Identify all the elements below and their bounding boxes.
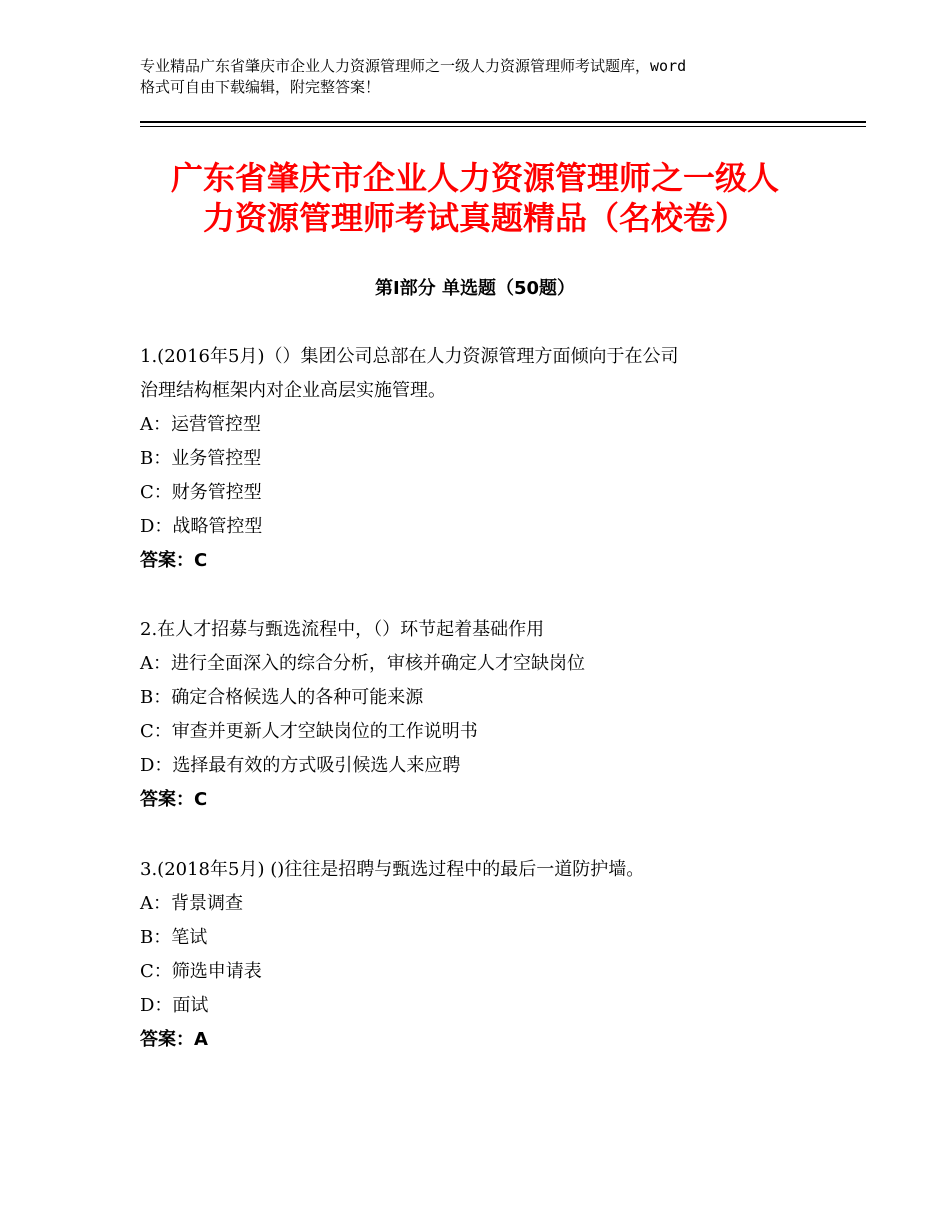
option-b: B：业务管控型 — [140, 448, 262, 469]
question-stem: 2.在人才招募与甄选流程中，（）环节起着基础作用 — [140, 619, 545, 640]
question-1 — [140, 340, 840, 578]
option-a: A：进行全面深入的综合分析，审核并确定人才空缺岗位 — [140, 653, 585, 674]
option-d: D：选择最有效的方式吸引候选人来应聘 — [140, 755, 461, 776]
document-title-line: 广东省肇庆市企业人力资源管理师之一级人 — [170, 159, 779, 197]
option-b: B：笔试 — [140, 927, 208, 948]
option-c: C：筛选申请表 — [140, 961, 262, 982]
answer: 答案：C — [140, 550, 208, 571]
document-title — [100, 158, 850, 238]
question-2 — [140, 613, 840, 817]
option-b: B：确定合格候选人的各种可能来源 — [140, 687, 424, 708]
question-stem: 1.(2016年5月)（）集团公司总部在人力资源管理方面倾向于在公司 — [140, 346, 679, 367]
answer: 答案：A — [140, 1029, 208, 1050]
question-stem: 治理结构框架内对企业高层实施管理。 — [140, 380, 446, 401]
option-d: D：战略管控型 — [140, 516, 263, 537]
question-3 — [140, 853, 840, 1057]
question-stem: 3.(2018年5月) ()往往是招聘与甄选过程中的最后一道防护墙。 — [140, 859, 645, 880]
option-c: C：财务管控型 — [140, 482, 262, 503]
option-a: A：背景调查 — [140, 893, 243, 914]
option-c: C：审查并更新人才空缺岗位的工作说明书 — [140, 721, 478, 742]
header-note — [140, 56, 840, 98]
header-divider-thin — [140, 126, 866, 127]
document-title-line: 力资源管理师考试真题精品（名校卷） — [202, 199, 747, 237]
option-a: A：运营管控型 — [140, 414, 261, 435]
section-title: 第Ⅰ部分 单选题（50题） — [374, 278, 575, 299]
header-divider — [140, 121, 866, 123]
answer: 答案：C — [140, 789, 208, 810]
header-note-line: 格式可自由下载编辑，附完整答案！ — [140, 78, 381, 96]
header-note-line: 专业精品广东省肇庆市企业人力资源管理师之一级人力资源管理师考试题库，word — [140, 57, 687, 75]
option-d: D：面试 — [140, 995, 209, 1016]
